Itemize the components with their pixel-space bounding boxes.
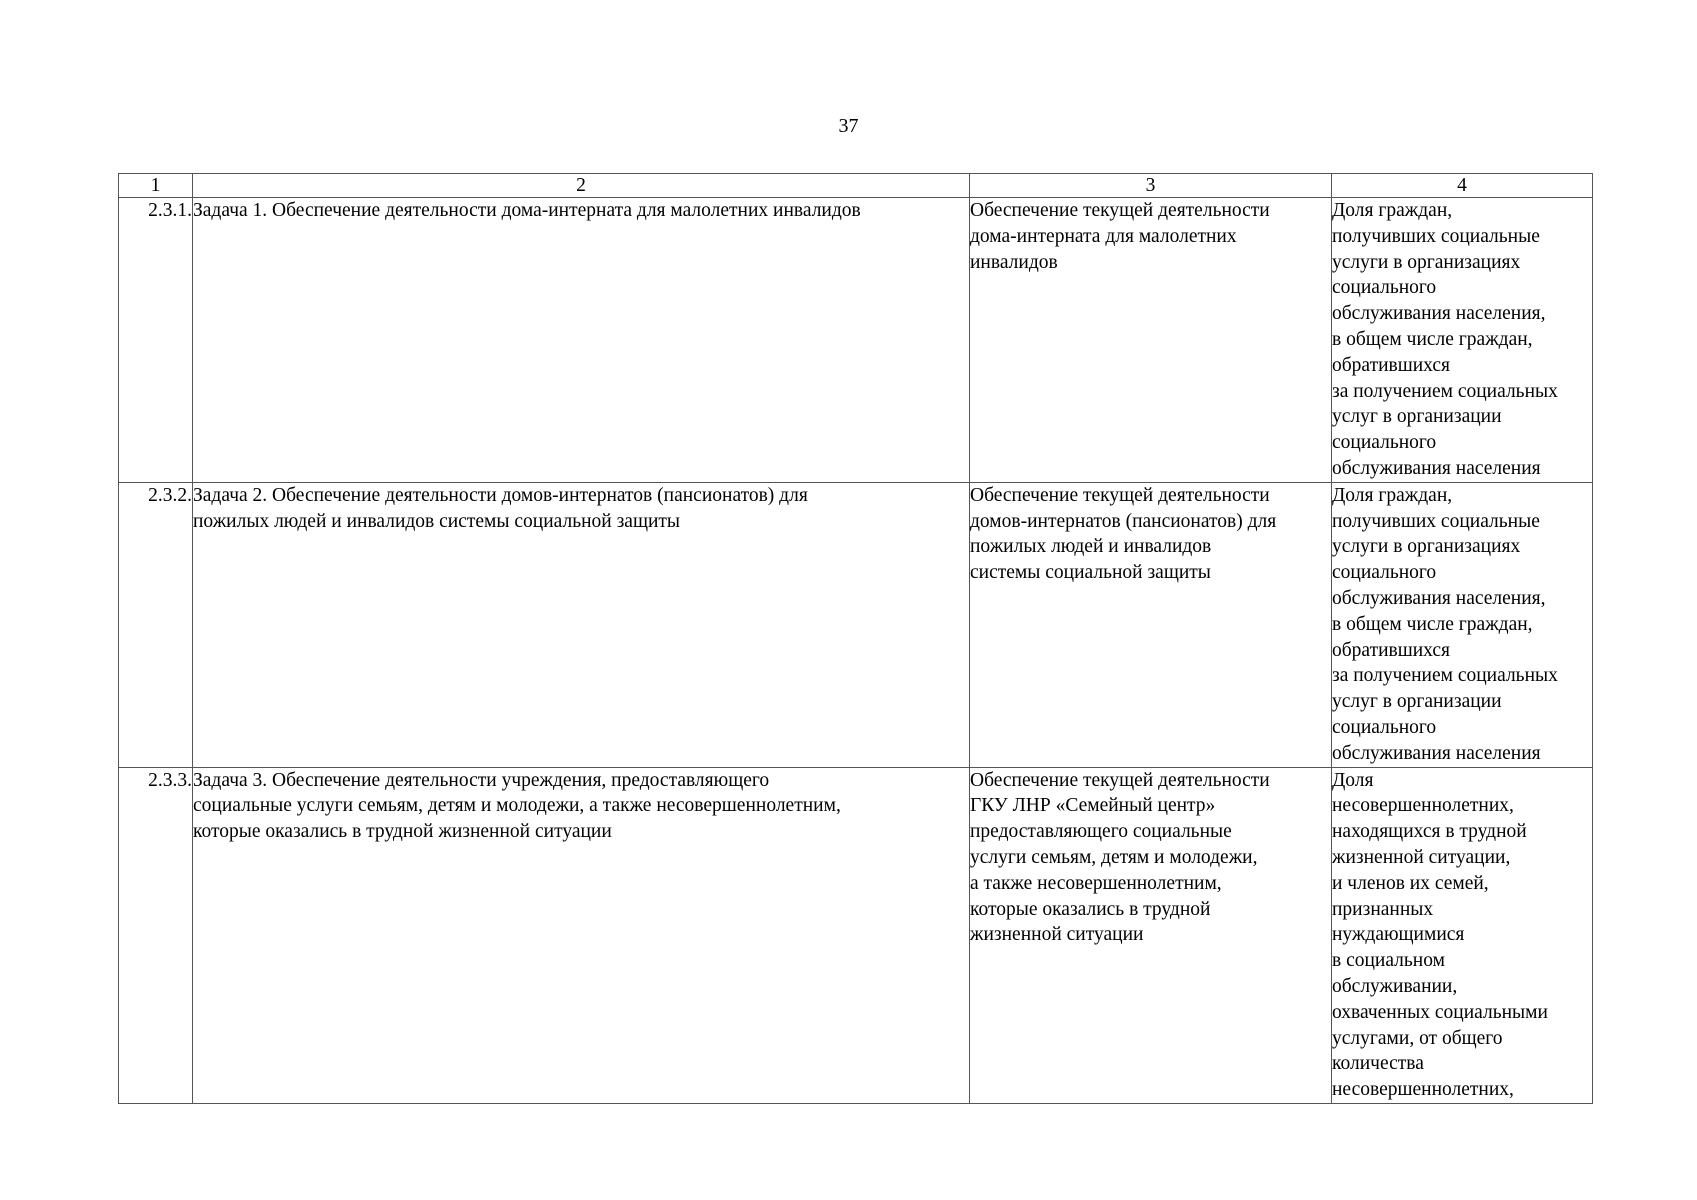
task-cell: Задача 1. Обеспечение деятельности дома-интерната для малолетних инвалидов xyxy=(193,198,970,483)
row-number: 2.3.3. xyxy=(119,767,193,1103)
row-number: 2.3.1. xyxy=(119,198,193,483)
page-number: 37 xyxy=(838,115,859,137)
task-cell: Задача 2. Обеспечение деятельности домов-интернатов (пансионатов) для пожилых людей и инвалидов системы социальной защиты xyxy=(193,482,970,767)
indicator-cell: Доля несовершеннолетних, находящихся в трудной жизненной ситуации, и членов их семей, признанных нуждающимися в социальном обслуживании, охваченных социальными услугами, от общего количества несовершеннолетних, xyxy=(1332,767,1593,1103)
indicator-cell: Доля граждан, получивших социальные услуги в организациях социального обслуживания населения, в общем числе граждан, обратившихся за получением социальных услуг в организации социального обслуживания населения xyxy=(1332,482,1593,767)
row-number: 2.3.2. xyxy=(119,482,193,767)
table-row xyxy=(119,482,1593,767)
activity-cell: Обеспечение текущей деятельности домов-интернатов (пансионатов) для пожилых людей и инвалидов системы социальной защиты xyxy=(970,482,1332,767)
activity-cell: Обеспечение текущей деятельности дома-интерната для малолетних инвалидов xyxy=(970,198,1332,483)
header-col-1: 1 xyxy=(119,174,193,198)
activity-cell: Обеспечение текущей деятельности ГКУ ЛНР «Семейный центр» предоставляющего социальные услуги семьям, детям и молодежи, а также несовершеннолетним, которые оказались в трудной жизненной ситуации xyxy=(970,767,1332,1103)
document-table xyxy=(118,173,1593,1104)
indicator-cell: Доля граждан, получивших социальные услуги в организациях социального обслуживания населения, в общем числе граждан, обратившихся за получением социальных услуг в организации социального обслуживания населения xyxy=(1332,198,1593,483)
header-col-4: 4 xyxy=(1332,174,1593,198)
header-col-3: 3 xyxy=(970,174,1332,198)
table-row xyxy=(119,767,1593,1103)
table-header-row xyxy=(119,174,1593,198)
header-col-2: 2 xyxy=(193,174,970,198)
task-cell: Задача 3. Обеспечение деятельности учреждения, предоставляющего социальные услуги семьям, детям и молодежи, а также несовершеннолетним, которые оказались в трудной жизненной ситуации xyxy=(193,767,970,1103)
table-row xyxy=(119,198,1593,483)
